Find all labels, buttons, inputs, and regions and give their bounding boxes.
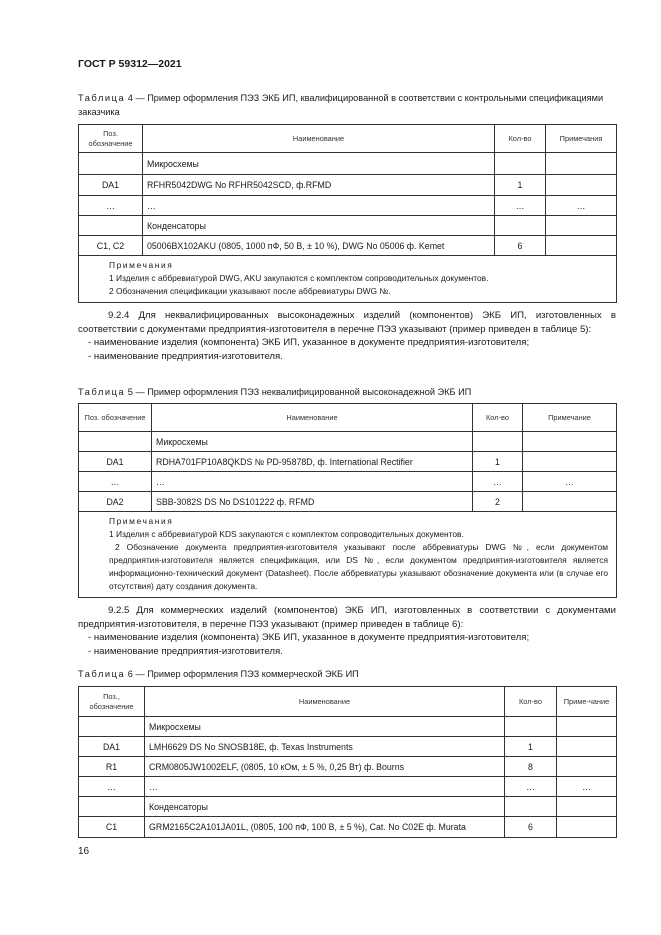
cell-qty: 1 bbox=[505, 737, 557, 757]
cell-qty bbox=[505, 797, 557, 817]
cell-name: Микросхемы bbox=[143, 153, 495, 175]
cell-note bbox=[557, 817, 617, 838]
table-row bbox=[79, 175, 617, 196]
table5-caption-prefix: Таблица bbox=[78, 387, 126, 397]
col-qty: Кол-во bbox=[505, 687, 557, 717]
table4-caption bbox=[78, 91, 618, 119]
cell-name: Микросхемы bbox=[152, 432, 473, 452]
note-2: 2 Обозначение документа предприятия-изготовителя указывают после аббревиатуры DWG №, если документом предприятия-изготовителя является спецификация, или DS №, если документом предприятия-изготовителя является информационно-технический документ (Datasheet). После аббревиатуры указывают обозначение документа или (в случае его отсутствия) дату создания документа. bbox=[109, 542, 608, 591]
table-header-row bbox=[79, 687, 617, 717]
cell-pos: R1 bbox=[79, 757, 145, 777]
bullet-item: - наименование изделия (компонента) ЭКБ ИП, указанное в документе предприятия-изготовителя; bbox=[88, 632, 530, 644]
cell-note: … bbox=[546, 196, 617, 216]
table-row bbox=[79, 216, 617, 236]
table-row bbox=[79, 153, 617, 175]
cell-note bbox=[523, 492, 617, 512]
cell-qty: … bbox=[505, 777, 557, 797]
cell-note: … bbox=[523, 472, 617, 492]
col-qty: Кол-во bbox=[473, 404, 523, 432]
table6-caption bbox=[78, 667, 618, 681]
table-row bbox=[79, 737, 617, 757]
col-note: Приме-чание bbox=[557, 687, 617, 717]
table-4 bbox=[78, 124, 617, 303]
cell-note bbox=[557, 717, 617, 737]
standard-header: ГОСТ Р 59312—2021 bbox=[78, 58, 182, 70]
table-notes bbox=[79, 512, 617, 598]
table-row bbox=[79, 797, 617, 817]
cell-note bbox=[557, 757, 617, 777]
note-1: 1 Изделия с аббревиатурой DWG, AKU закупаются с комплектом сопроводительных документов. bbox=[109, 273, 489, 283]
cell-pos bbox=[79, 432, 152, 452]
cell-name: … bbox=[145, 777, 505, 797]
cell-note bbox=[557, 797, 617, 817]
cell-qty: 2 bbox=[473, 492, 523, 512]
note-2: 2 Обозначения спецификации указывают после аббревиатуры DWG №. bbox=[109, 286, 391, 296]
col-name: Наименование bbox=[143, 125, 495, 153]
bullet-item: - наименование предприятия-изготовителя. bbox=[88, 645, 283, 657]
cell-qty: 6 bbox=[495, 236, 546, 256]
table-notes-row bbox=[79, 256, 617, 303]
cell-note bbox=[523, 452, 617, 472]
col-note: Примечания bbox=[546, 125, 617, 153]
cell-pos bbox=[79, 153, 143, 175]
cell-pos: C1 bbox=[79, 817, 145, 838]
table-5 bbox=[78, 403, 617, 598]
table-row bbox=[79, 717, 617, 737]
cell-note bbox=[546, 153, 617, 175]
cell-name: … bbox=[143, 196, 495, 216]
cell-note bbox=[546, 175, 617, 196]
cell-pos: DA2 bbox=[79, 492, 152, 512]
table-row bbox=[79, 236, 617, 256]
col-qty: Кол-во bbox=[495, 125, 546, 153]
paragraph-text: 9.2.4 Для неквалифицированных высоконадежных изделий (компонентов) ЭКБ ИП, изготовленных в соответствии с документами предприятия-изготовителя в перечне ПЭЗ указывают (пример приведен в таблице 5): bbox=[78, 310, 616, 335]
col-note: Примечание bbox=[523, 404, 617, 432]
cell-name: RFHR5042DWG No RFHR5042SCD, ф.RFMD bbox=[143, 175, 495, 196]
note-1: 1 Изделия с аббревиатурой KDS закупаются с комплектом сопроводительных документов. bbox=[109, 529, 464, 539]
bullet-item: - наименование изделия (компонента) ЭКБ ИП, указанное в документе предприятия-изготовителя; bbox=[88, 337, 530, 349]
cell-name: … bbox=[152, 472, 473, 492]
notes-title: Примечания bbox=[109, 260, 174, 270]
table-row bbox=[79, 777, 617, 797]
cell-qty bbox=[495, 153, 546, 175]
table-notes-row bbox=[79, 512, 617, 598]
cell-pos: DA1 bbox=[79, 452, 152, 472]
cell-qty: … bbox=[495, 196, 546, 216]
notes-title: Примечания bbox=[109, 516, 174, 526]
cell-note bbox=[523, 432, 617, 452]
table-row bbox=[79, 432, 617, 452]
paragraph-text: 9.2.5 Для коммерческих изделий (компонентов) ЭКБ ИП, изготовленных в соответствии с документами предприятия-изготовителя, в перечне ПЭЗ указывают (пример приведен в таблице 6): bbox=[78, 605, 616, 630]
cell-pos bbox=[79, 717, 145, 737]
cell-pos bbox=[79, 216, 143, 236]
table-header-row bbox=[79, 125, 617, 153]
table4-caption-prefix: Таблица bbox=[78, 93, 126, 103]
table4-caption-text: 4 — Пример оформления ПЭЗ ЭКБ ИП, квалифицированной в соответствии с контрольными спецификациями заказчика bbox=[78, 93, 604, 117]
col-pos: Поз., обозначение bbox=[79, 687, 145, 717]
cell-qty: 6 bbox=[505, 817, 557, 838]
cell-note bbox=[557, 737, 617, 757]
cell-name: 05006BX102AKU (0805, 1000 пФ, 50 В, ± 10 %), DWG No 05006 ф. Kemet bbox=[143, 236, 495, 256]
cell-pos bbox=[79, 797, 145, 817]
col-name: Наименование bbox=[145, 687, 505, 717]
table-row bbox=[79, 757, 617, 777]
cell-pos: … bbox=[79, 777, 145, 797]
table-notes bbox=[79, 256, 617, 303]
bullet-item: - наименование предприятия-изготовителя. bbox=[88, 350, 283, 362]
col-name: Наименование bbox=[152, 404, 473, 432]
cell-qty: 1 bbox=[473, 452, 523, 472]
paragraph-9-2-5 bbox=[78, 604, 616, 658]
cell-note: … bbox=[557, 777, 617, 797]
cell-pos: C1, C2 bbox=[79, 236, 143, 256]
cell-qty bbox=[495, 216, 546, 236]
cell-name: LMH6629 DS No SNOSB18E, ф. Texas Instruments bbox=[145, 737, 505, 757]
cell-pos: … bbox=[79, 472, 152, 492]
cell-name: Конденсаторы bbox=[143, 216, 495, 236]
cell-qty: 8 bbox=[505, 757, 557, 777]
cell-qty: … bbox=[473, 472, 523, 492]
table5-caption-text: 5 — Пример оформления ПЭЗ неквалифицированной высоконадежной ЭКБ ИП bbox=[125, 387, 472, 397]
cell-name: SBB-3082S DS No DS101222 ф. RFMD bbox=[152, 492, 473, 512]
table6-caption-prefix: Таблица bbox=[78, 669, 126, 679]
cell-qty bbox=[473, 432, 523, 452]
cell-name: Микросхемы bbox=[145, 717, 505, 737]
table-row bbox=[79, 492, 617, 512]
table-row bbox=[79, 196, 617, 216]
cell-pos: … bbox=[79, 196, 143, 216]
cell-pos: DA1 bbox=[79, 175, 143, 196]
table-row bbox=[79, 817, 617, 838]
cell-name: GRM2165C2A101JA01L, (0805, 100 пФ, 100 В, ± 5 %), Cat. No C02E ф. Murata bbox=[145, 817, 505, 838]
col-pos: Поз. обозначение bbox=[79, 404, 152, 432]
cell-note bbox=[546, 236, 617, 256]
cell-name: RDHA701FP10A8QKDS № PD-95878D, ф. International Rectifier bbox=[152, 452, 473, 472]
page-number: 16 bbox=[78, 846, 90, 857]
cell-name: CRM0805JW1002ELF, (0805, 10 кОм, ± 5 %, 0,25 Вт) ф. Bourns bbox=[145, 757, 505, 777]
table-row bbox=[79, 472, 617, 492]
cell-qty bbox=[505, 717, 557, 737]
table5-caption bbox=[78, 385, 618, 399]
table-header-row bbox=[79, 404, 617, 432]
table-row bbox=[79, 452, 617, 472]
cell-pos: DA1 bbox=[79, 737, 145, 757]
paragraph-9-2-4 bbox=[78, 309, 616, 363]
col-pos: Поз. обозначение bbox=[79, 125, 143, 153]
cell-note bbox=[546, 216, 617, 236]
cell-name: Конденсаторы bbox=[145, 797, 505, 817]
table6-caption-text: 6 — Пример оформления ПЭЗ коммерческой ЭКБ ИП bbox=[125, 669, 359, 679]
cell-qty: 1 bbox=[495, 175, 546, 196]
table-6 bbox=[78, 686, 617, 838]
